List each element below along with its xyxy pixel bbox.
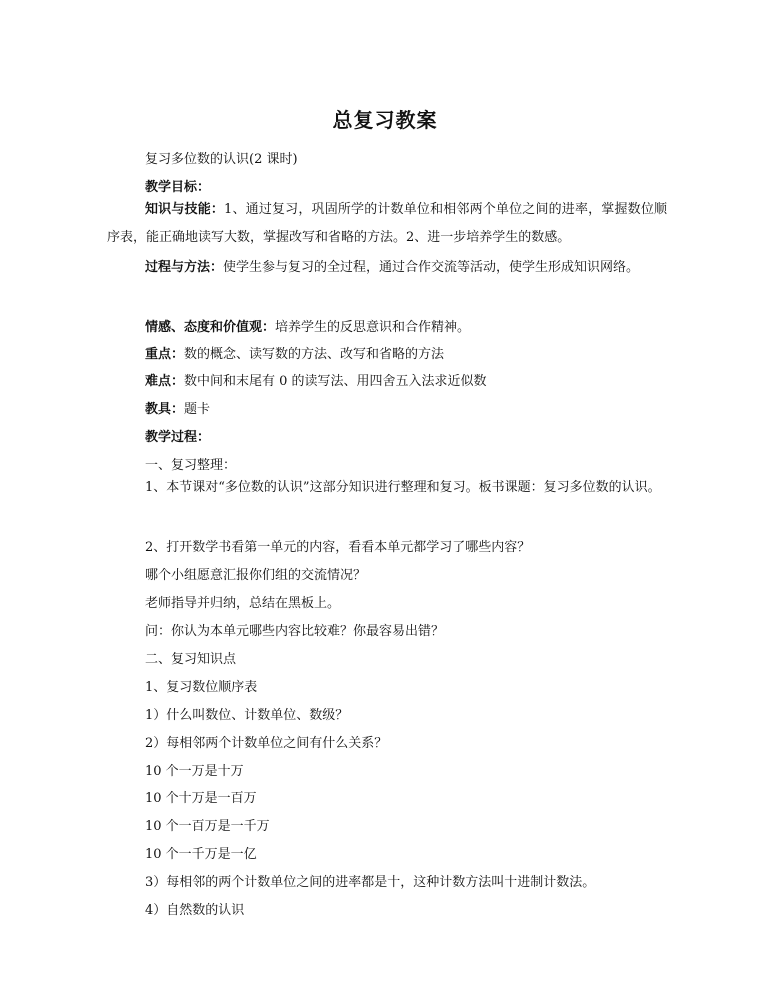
tools-text: 题卡 (184, 402, 211, 417)
objectives-heading: 教学目标： (145, 180, 211, 195)
section-1-item-1: 1、本节课对“多位数的认识”这部分知识进行整理和复习。板书课题：复习多位数的认识。 (145, 480, 661, 495)
lesson-subtitle: 复习多位数的认识(2 课时) (145, 152, 298, 167)
keypoint-paragraph (145, 343, 444, 362)
emotion-label: 情感、态度和价值观： (145, 320, 276, 335)
emotion-text: 培养学生的反思意识和合作精神。 (275, 320, 471, 335)
section-2-heading: 二、复习知识点 (145, 652, 237, 667)
knowledge-text: 1、通过复习，巩固所学的计数单位和相邻两个单位之间的进率，掌握数位顺序表，能正确地读写大数，掌握改写和省略的方法。2、进一步培养学生的数感。 (107, 202, 667, 245)
relation-line-4: 10 个一千万是一亿 (145, 847, 257, 862)
keypoint-text: 数的概念、读写数的方法、改写和省略的方法 (184, 347, 445, 362)
emotion-paragraph (145, 316, 470, 335)
section-2-item-1: 1、复习数位顺序表 (145, 680, 258, 695)
page-title: 总复习教案 (332, 108, 438, 132)
section-1-heading: 一、复习整理： (145, 458, 237, 473)
relation-line-2: 10 个十万是一百万 (145, 791, 257, 806)
section-1-line-4: 老师指导并归纳，总结在黑板上。 (145, 596, 341, 611)
section-1-item-2: 2、打开数学书看第一单元的内容，看看本单元都学习了哪些内容？ (145, 540, 531, 555)
section-1-line-3: 哪个小组愿意汇报你们组的交流情况？ (145, 568, 367, 583)
process-method-label: 过程与方法： (145, 260, 224, 275)
process-method-paragraph (107, 254, 667, 282)
tools-label: 教具： (145, 402, 185, 417)
tools-paragraph (145, 398, 210, 417)
relation-line-3: 10 个一百万是一千万 (145, 819, 270, 834)
difficulty-paragraph (145, 370, 487, 389)
keypoint-label: 重点： (145, 347, 185, 362)
question-3: 3）每相邻的两个计数单位之间的进率都是十，这种计数方法叫十进制计数法。 (145, 875, 596, 890)
relation-line-1: 10 个一万是十万 (145, 764, 244, 779)
question-1: 1）什么叫数位、计数单位、数级？ (145, 708, 349, 723)
procedure-heading: 教学过程： (145, 430, 211, 445)
process-method-text: 使学生参与复习的全过程，通过合作交流等活动，使学生形成知识网络。 (223, 260, 640, 275)
knowledge-paragraph (107, 196, 667, 252)
difficulty-label: 难点： (145, 374, 185, 389)
knowledge-label: 知识与技能： (145, 202, 225, 217)
section-1-line-5: 问：你认为本单元哪些内容比较难？你最容易出错？ (145, 624, 445, 639)
difficulty-text: 数中间和末尾有 0 的读写法、用四舍五入法求近似数 (184, 374, 487, 389)
question-4: 4）自然数的认识 (145, 903, 245, 918)
question-2: 2）每相邻两个计数单位之间有什么关系？ (145, 736, 388, 751)
